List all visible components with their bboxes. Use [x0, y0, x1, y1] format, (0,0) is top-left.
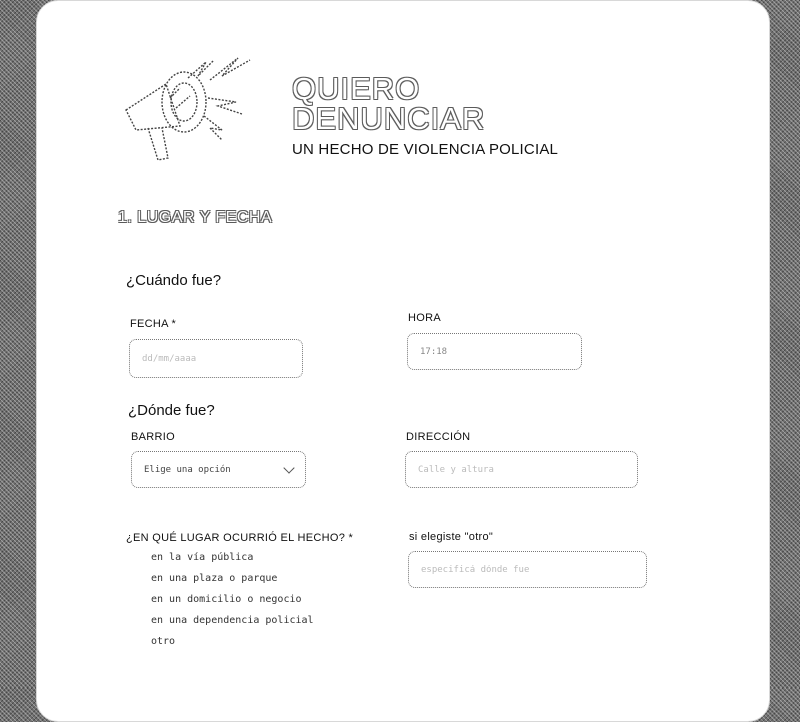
- place-option-plaza[interactable]: en una plaza o parque: [151, 573, 278, 584]
- other-input[interactable]: [421, 565, 646, 575]
- time-value: 17:18: [420, 346, 448, 357]
- barrio-select[interactable]: [131, 451, 306, 488]
- other-field[interactable]: [408, 551, 647, 588]
- direccion-input[interactable]: [418, 465, 637, 475]
- title-line-1: QUIERO: [292, 71, 421, 106]
- place-option-otro[interactable]: otro: [151, 636, 176, 647]
- section-title: 1. LUGAR Y FECHA: [118, 209, 273, 226]
- where-question: ¿Dónde fue?: [128, 402, 215, 419]
- time-field[interactable]: [407, 333, 582, 370]
- place-option-domicilio[interactable]: en un domicilio o negocio: [151, 594, 302, 605]
- place-option-dependencia[interactable]: en una dependencia policial: [151, 615, 314, 626]
- place-question: ¿EN QUÉ LUGAR OCURRIÓ EL HECHO? *: [126, 532, 354, 544]
- place-option-via-publica[interactable]: en la vía pública: [151, 552, 254, 563]
- direccion-field[interactable]: [405, 451, 638, 488]
- direccion-label: DIRECCIÓN: [406, 431, 471, 443]
- when-question: ¿Cuándo fue?: [126, 272, 222, 289]
- page-subtitle: UN HECHO DE VIOLENCIA POLICIAL: [292, 141, 559, 158]
- title-line-2: DENUNCIAR: [292, 101, 486, 136]
- date-label: FECHA *: [130, 318, 177, 330]
- date-field[interactable]: [129, 339, 303, 378]
- chevron-down-icon: [283, 462, 294, 473]
- other-label: si elegiste "otro": [409, 531, 494, 543]
- date-input[interactable]: [142, 354, 302, 364]
- time-label: HORA: [408, 312, 441, 324]
- megaphone-icon: [118, 40, 258, 175]
- barrio-selected: Elige una opción: [144, 464, 231, 475]
- barrio-label: BARRIO: [131, 431, 175, 443]
